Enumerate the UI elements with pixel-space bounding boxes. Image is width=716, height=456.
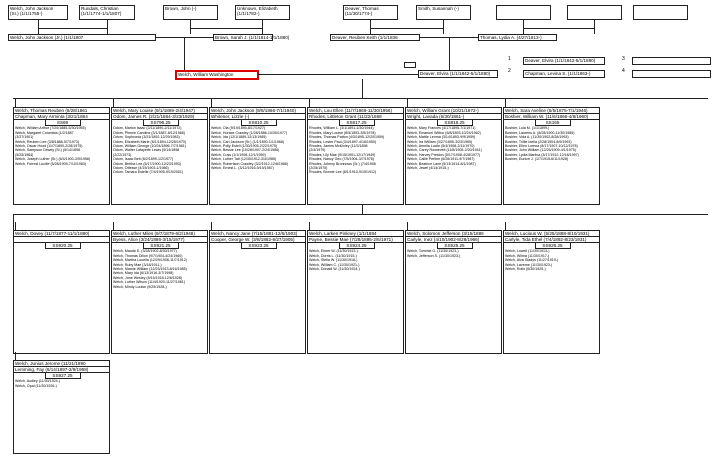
child-name: Welch, Lou Ellen (11/7/1869-11/30/1956) <box>308 108 403 114</box>
connector <box>523 28 595 29</box>
child-spouse: Cooper, George W. (3/8/1882-8/27/1905) <box>210 237 305 243</box>
spouse-main-box[interactable] <box>418 70 498 78</box>
grandchild-item[interactable]: Boshier, Trillie Idella (2/28/1904-8/9/1993) <box>505 139 572 144</box>
connector <box>523 20 524 34</box>
ancestor-dates: (Sr.) (1/1/1755-) <box>10 11 43 17</box>
connector <box>15 99 16 107</box>
ancestor-box-7[interactable] <box>567 5 622 20</box>
grandchild-item[interactable]: Welch, Lowell (11/30/1913-) <box>505 249 550 254</box>
family-box[interactable] <box>503 230 600 354</box>
child-spouse: Boshier, William W. (11/6/1866-4/8/1960) <box>504 114 599 120</box>
family-code: SS921.25 <box>143 243 179 249</box>
connector <box>13 214 708 215</box>
family-code: SS817.25 <box>339 120 375 126</box>
ancestor-box-1[interactable] <box>79 5 135 20</box>
grandchild-item[interactable]: Welch, Mamie William (12/23/1913-8/16/1985) <box>113 267 187 272</box>
spouse-name: Deaver, Elvira (1/1/1842-5/1/1880) <box>525 58 596 63</box>
grandchild-item[interactable]: Welch, Donald W. (11/30/1924-) <box>309 267 360 272</box>
grandchild-item[interactable]: Boshier, Vida A. (11/30/1902-8/28/1993) <box>505 135 569 140</box>
child-name: Welch, Luther Miles (9/7/1879-6/2/1948) <box>112 231 207 237</box>
grandchild-item[interactable]: (3/27/1901) <box>15 135 34 140</box>
child-spouse: Whitener, Lizzie (-) <box>210 114 305 120</box>
grandchild-item[interactable]: Odom, Marion Isaac (2/11/1890-2/11/1972) <box>113 126 182 131</box>
grandchild-item[interactable]: Welch, Mary Frances (4/17/1895-7/1/1971) <box>407 126 476 131</box>
connector <box>113 99 114 107</box>
connector <box>370 28 444 29</box>
connector <box>362 79 363 98</box>
grandchild-item[interactable]: Welch, Robertson Crawley (3/2/1912-12/8/1986) <box>211 161 289 166</box>
grandchild-item[interactable]: Welch, Luther Talt (12/30/1912-3/4/1985) <box>211 157 277 162</box>
child-name: Welch, Junius Jerome (11/21/1890 <box>14 361 109 367</box>
connector <box>15 222 16 230</box>
spouse-row-4[interactable] <box>632 70 711 78</box>
ancestor-box-0[interactable] <box>8 5 68 20</box>
grandchild-item[interactable]: Rhodes, Thomas Patton (4/3/1895-12/20/1959) <box>309 135 385 140</box>
grandchild-item[interactable]: Welch, Mattie Leoma (3/14/1893-9/9/1959) <box>407 135 476 140</box>
family-code: SS925.25 <box>437 243 473 249</box>
connector <box>184 37 185 71</box>
grandchild-item[interactable]: Welch, Laverne (11/30/1923-) <box>505 262 553 267</box>
child-spouse: Odom, James R. (2/21/1864-3/23/1929) <box>112 114 207 120</box>
selected-person-name: Welch, William Washington <box>178 72 234 77</box>
grandchild-item[interactable]: Odom, Tamara Estelle (7/4/1905-9/19/2001) <box>113 170 184 175</box>
connector <box>190 28 263 29</box>
grandchild-item[interactable]: Welch, Ruby Mae (3/18/1911-) <box>113 262 162 267</box>
grandchild-item[interactable]: Welch, Beatrice Lane (5/13/1914-8/1/1987) <box>407 161 476 166</box>
grandchild-item[interactable]: Rhodes, Mary Louise (8/5/1893-3/5/1978) <box>309 130 376 135</box>
child-spouse: Payne, Bessie Mae (7/28/1895-2/6/1971) <box>308 237 403 243</box>
ancestor-name: Rundals, Christian <box>81 6 119 11</box>
connector <box>309 99 310 107</box>
grandchild-item[interactable]: Rhodes, Lily Mae (9/15/1901-12/17/1949) <box>309 152 376 157</box>
ancestor-name: Smith, Susannah (-) <box>418 6 459 11</box>
grandchild-item[interactable]: Odom, William George (10/24/1896-7/7/1961) <box>113 144 186 149</box>
grandchild-item[interactable]: Welch, Jewel (4/14/1915-) <box>407 166 449 171</box>
grandchild-item[interactable]: Welch, Thomas Dillon (9/7/1904-4/24/1960) <box>113 253 183 258</box>
ancestor-box-6[interactable] <box>496 5 551 20</box>
grandchild-item[interactable]: Welch, Oscar Hood (11/7/1890-2/28/1975) <box>15 144 83 149</box>
grandchild-item[interactable]: Welch, Carl Jackson (Sr.) (1/1/1890-1/1/1968) <box>211 139 285 144</box>
grandchild-item[interactable]: (2/4/1979) <box>309 148 326 153</box>
ancestor-name: Deaver, Thomas <box>345 6 379 11</box>
grandchild-item[interactable]: Welch, Luther Wilson (11/4/1920-11/27/1981) <box>113 280 185 285</box>
ancestor-name: Welch, John Jackson <box>10 6 54 11</box>
family-box[interactable] <box>13 107 110 205</box>
family-box[interactable] <box>13 360 110 454</box>
grandchild-item[interactable]: Welch, Sampson Dewey (Sr.) (5/14/1898 <box>15 148 81 153</box>
connector <box>594 20 595 34</box>
grandchild-item[interactable]: Welch, Ola (9/19/1890-8/17/1927) <box>211 126 266 131</box>
grandchild-item[interactable]: Rhodes, Johnny Bronnows (Sr.) (7/4/1906 <box>309 161 376 166</box>
grandchild-item[interactable]: Odom, Ottesse (4/19/1903-1/1986) <box>113 166 169 171</box>
connector <box>211 222 212 230</box>
grandchild-item[interactable]: Welch, Dorris L. (11/30/1915-) <box>309 253 357 258</box>
connector <box>211 99 212 107</box>
grandchild-item[interactable]: Welch, Margaret Columbia (1/2/1887 <box>15 130 74 135</box>
grandchild-item[interactable]: Welch, Mindy Louise (9/29/1928-) <box>113 284 167 289</box>
connector <box>309 222 310 230</box>
grandchild-item[interactable]: Welch, Alva Gladys (11/27/1919-) <box>505 258 559 263</box>
connector <box>505 99 506 107</box>
child-spouse: Wright, Lavada (6/30/1861-) <box>406 114 501 120</box>
family-code: SS926.25 <box>535 243 571 249</box>
grandchild-item[interactable]: (2/22/1973) <box>113 152 132 157</box>
grandchild-item[interactable]: Odom, Elizabeth Marie (6/1/1894-12/26/1970) <box>113 139 187 144</box>
family-box[interactable] <box>13 230 110 354</box>
ancestor-dates: (11/30/1774-) <box>345 11 373 17</box>
child-spouse: Carlyle, Tida Ethel (7/4/1892-8/23/1931) <box>504 237 599 243</box>
grandchild-item[interactable]: (2/25/1975) <box>309 166 328 171</box>
parent-box-3[interactable] <box>478 34 557 41</box>
parent-name: Welch, John Jackson (Jr.) (1/1/1807 <box>10 35 84 40</box>
family-box[interactable] <box>405 230 502 354</box>
grandchild-item[interactable]: Welch, Harvey Preston (5/17/1908-4/28/1977) <box>407 152 481 157</box>
family-code: SS927.25 <box>45 373 81 379</box>
selected-person-box[interactable] <box>176 71 258 79</box>
parent-box-2[interactable] <box>330 34 420 41</box>
child-spouse: Lemming, Fay (6/14/1897-2/9/1958) <box>14 367 109 373</box>
grandchild-item[interactable]: Welch, Cuss (1/1/1908-12/1/1959) <box>211 152 266 157</box>
spouse-num-1: 1 <box>508 56 511 62</box>
grandchild-item[interactable]: Odom, Sophronia (3/31/1892-12/29/1983) <box>113 135 180 140</box>
connector <box>38 20 39 34</box>
child-name: Welch, Dovey (11/7/1877-11/1/1880) <box>14 231 109 237</box>
grandchild-item[interactable]: Welch, Wilma (11/30/1917-) <box>505 253 550 258</box>
ancestor-name: Unknown, Elizabeth <box>237 6 278 11</box>
connector <box>15 352 16 360</box>
grandchild-item[interactable]: (5/25/1984) <box>15 152 34 157</box>
grandchild-item[interactable]: Welch, Opal (11/30/1926-) <box>15 383 57 388</box>
family-code: SS923.25 <box>241 243 277 249</box>
connector <box>449 37 450 71</box>
family-box[interactable] <box>209 230 306 354</box>
connector <box>113 222 114 230</box>
grandchild-item[interactable]: Welch, Elmer W. (11/30/1913-) <box>309 249 358 254</box>
grandchild-item[interactable]: Boshier, Lydia Marlina (3/17/1912-12/18/1997) <box>505 152 579 157</box>
grandchild-item[interactable]: Welch, Stella W. (11/30/1918-) <box>309 258 358 263</box>
connector <box>258 74 418 75</box>
grandchild-item[interactable]: Boshier, Lula M. (1/1/1899-) <box>505 126 550 131</box>
family-code: SS818.25 <box>437 120 473 126</box>
parent-box-0[interactable] <box>8 34 156 41</box>
grandchild-item[interactable]: Welch, Ira William (3/27/1895-3/23/1965) <box>407 139 473 144</box>
child-name: Welch, Larken Pinkney (1/1/1884 <box>308 231 403 237</box>
connector <box>407 222 408 230</box>
child-name: Welch, Thomas Reuben (6/28/1861 <box>14 108 109 114</box>
grandchild-item[interactable]: Rhodes, Lester Paul (3/4/1897-4/16/1950) <box>309 139 377 144</box>
family-box[interactable] <box>405 107 502 205</box>
connector <box>107 20 108 34</box>
connector <box>13 98 708 99</box>
child-spouse: Rhodes, Littleton Grant (11/22/1868 <box>308 114 403 120</box>
child-name: Welch, Solomon Jefferson (3/15/1886 <box>406 231 501 237</box>
grandchild-item[interactable]: Welch, Mary Ida (6/13/1916-3/7/1998) <box>113 271 174 276</box>
grandchild-item[interactable]: Welch, Callie Perline (6/26/1911-9/7/1987) <box>407 157 475 162</box>
spouse-row-1[interactable] <box>523 57 605 65</box>
family-code: SS920.25 <box>45 243 81 249</box>
family-code: SS796.25 <box>143 120 179 126</box>
family-code: SS165 <box>535 120 571 126</box>
family-box[interactable] <box>307 107 404 205</box>
spouse-row-3[interactable] <box>632 57 711 65</box>
grandchild-item[interactable]: Welch, Emanuel Wilbur (6/8/1893-10/24/1962) <box>407 130 481 135</box>
grandchild-item[interactable]: Rhodes, Bonnie Lee (8/1/1910-9/15/1912) <box>309 170 377 175</box>
connector <box>190 20 191 34</box>
grandchild-item[interactable]: Welch, Martha Louella (12/29/1906-11/7/1912) <box>113 258 187 263</box>
family-box[interactable] <box>307 230 404 354</box>
grandchild-item[interactable]: Welch, Forrest Lucille (5/28/1905-7/10/1983) <box>15 161 87 166</box>
child-spouse: Byess, Alice (3/24/1886-3/15/1977) <box>112 237 207 243</box>
connector <box>370 20 371 34</box>
child-name: Welch, John Jackson (9/8/1866-7/1/1940) <box>210 108 305 114</box>
family-code: SS810.25 <box>241 120 277 126</box>
grandchild-item[interactable]: Rhodes, James McKinley (11/2/1898 <box>309 144 368 149</box>
grandchild-item[interactable]: Rhodes, William L. (3/1/1891-1/30/1944) <box>309 126 374 131</box>
grandchild-item[interactable]: Welch, Jefferson S. (11/30/1923-) <box>407 253 461 258</box>
child-spouse: Chapman, Mary Arminta (3/21/1864 <box>14 114 109 120</box>
child-name: Welch, William Grant (10/21/1872-) <box>406 108 501 114</box>
grandchild-item[interactable]: Odom, Walter Lafayette Lewis (5/14/1898 <box>113 148 180 153</box>
grandchild-item[interactable]: Welch, Bessie Lee (10/28/1907-2/24/1986) <box>211 148 280 153</box>
family-box[interactable] <box>209 107 306 205</box>
family-box[interactable] <box>111 107 208 205</box>
spouse-row-2[interactable] <box>523 70 605 78</box>
grandchild-item[interactable]: Odom, Phenie Caroline (3/1/1887-8/12/1966) <box>113 130 185 135</box>
grandchild-item[interactable]: Welch, Ida (12/1/1889-12/13/1985) <box>211 135 267 140</box>
child-name: Welch, Lucious W. (5/25/1888-8/10/1931) <box>504 231 599 237</box>
grandchild-item[interactable]: Welch, William C. (11/30/1921-) <box>309 262 360 267</box>
ancestor-box-8[interactable] <box>633 5 688 20</box>
grandchild-item[interactable]: Welch, Tommie G. (11/30/1923-) <box>407 249 459 254</box>
grandchild-item[interactable]: Welch, Maude E. (3/28/1902-8/30/1977) <box>113 249 177 254</box>
ancestor-box-2[interactable] <box>163 5 218 20</box>
spouse-num-4: 4 <box>622 68 625 74</box>
grandchild-item[interactable]: Boshier, Ellen Lorena (8/17/1907-10/12/1978) <box>505 144 578 149</box>
small-box[interactable] <box>404 62 416 68</box>
child-spouse: Carlyle, Inez (4/10/1902-8/28/1966) <box>406 237 501 243</box>
grandchild-item[interactable]: Welch, June Wesley (8/15/1918-12/6/1928) <box>113 275 182 280</box>
grandchild-item[interactable]: Boshier, Laurens A. (8/28/1900-11/30/1985) <box>505 130 575 135</box>
ancestor-box-3[interactable] <box>235 5 290 20</box>
ancestor-dates: (1/1/1782-) <box>237 11 260 17</box>
grandchild-item[interactable]: Welch, Polly Estell (1/30/1905-2/22/1975) <box>211 144 278 149</box>
grandchild-item[interactable]: Odom, Bertha Lee (5/17/1900-12/23/1993) <box>113 161 181 166</box>
child-name: Welch, Nancy Jane (7/15/1881-12/6/1903) <box>210 231 305 237</box>
connector <box>443 20 444 34</box>
family-box[interactable] <box>503 107 600 205</box>
family-box[interactable] <box>111 230 208 354</box>
grandchild-item[interactable]: Rhodes, Nancy Geo (7/5/1904-3/7/1978) <box>309 157 374 162</box>
grandchild-item[interactable]: Welch, Audley (11/30/1924-) <box>15 379 61 384</box>
family-code: SS69 <box>45 120 81 126</box>
child-name: Welch, Sara Aveline (5/5/1875-7/1/1946) <box>504 108 599 114</box>
family-code: SS924.25 <box>339 243 375 249</box>
parent-name: Thomas, Lydia A. (4/27/1813-) <box>480 35 542 40</box>
connector <box>362 205 363 214</box>
grandchild-item[interactable]: Welch, William Arthur (7/20/1885-5/30/1955) <box>15 126 86 131</box>
parent-name: Deaver, Reuben Keith (1/1/1836 <box>332 35 398 40</box>
ancestor-box-5[interactable] <box>416 5 471 20</box>
spouse-num-3: 3 <box>622 56 625 62</box>
ancestor-dates: (1/1/1774-1/1/1807) <box>81 11 122 17</box>
grandchild-item[interactable]: Welch, Horace Crawley (1/28/1886-10/30/1977) <box>211 130 288 135</box>
connector <box>505 222 506 230</box>
connector <box>13 214 14 354</box>
ancestor-name: Brown, John (-) <box>165 6 197 11</box>
grandchild-item[interactable]: Welch, Amella Lucile (5/4/1908-2/11/1970) <box>407 144 475 149</box>
grandchild-item[interactable]: Welch, Joseph Luther (Sr.) (6/4/1900-3/9/1958) <box>15 157 91 162</box>
grandchild-item[interactable]: Welch, Carey Roosevelt (11/8/1905-2/20/1941) <box>407 148 482 153</box>
spouse-main-name: Deaver, Elvira (1/1/1842-5/1/1880) <box>420 71 491 76</box>
connector <box>262 20 263 34</box>
grandchild-item[interactable]: Welch, Rollo (6/30/1925-) <box>505 267 546 272</box>
connector <box>407 99 408 107</box>
spouse-num-2: 2 <box>508 68 511 74</box>
spouse-name: Chapman, Levina S. (1/1/1863-) <box>525 71 591 76</box>
grandchild-item[interactable]: Boshier, John William (12/25/1909-4/1/1975) <box>505 148 576 153</box>
connector <box>38 28 108 29</box>
parent-name: Brown, Sarah J. (1/1/1814-1/1/1880) <box>215 35 290 40</box>
ancestor-box-4[interactable] <box>343 5 398 20</box>
grandchild-item[interactable]: Boshier, Eunice J. (1/7/1915-6/11/1928) <box>505 157 569 162</box>
parent-box-1[interactable] <box>213 34 290 41</box>
grandchild-item[interactable]: Odom, Isaac Belt (8/2/1899-1/2/1977) <box>113 157 174 162</box>
grandchild-item[interactable]: Welch, Reuben Lee (3/8/1888-5/7/1973) <box>15 139 80 144</box>
child-name: Welch, Mary Louise (9/1/1869-2/4/1947) <box>112 108 207 114</box>
grandchild-item[interactable]: Welch, Ernest L. (3/12/1916-9/19/1987) <box>211 166 274 171</box>
